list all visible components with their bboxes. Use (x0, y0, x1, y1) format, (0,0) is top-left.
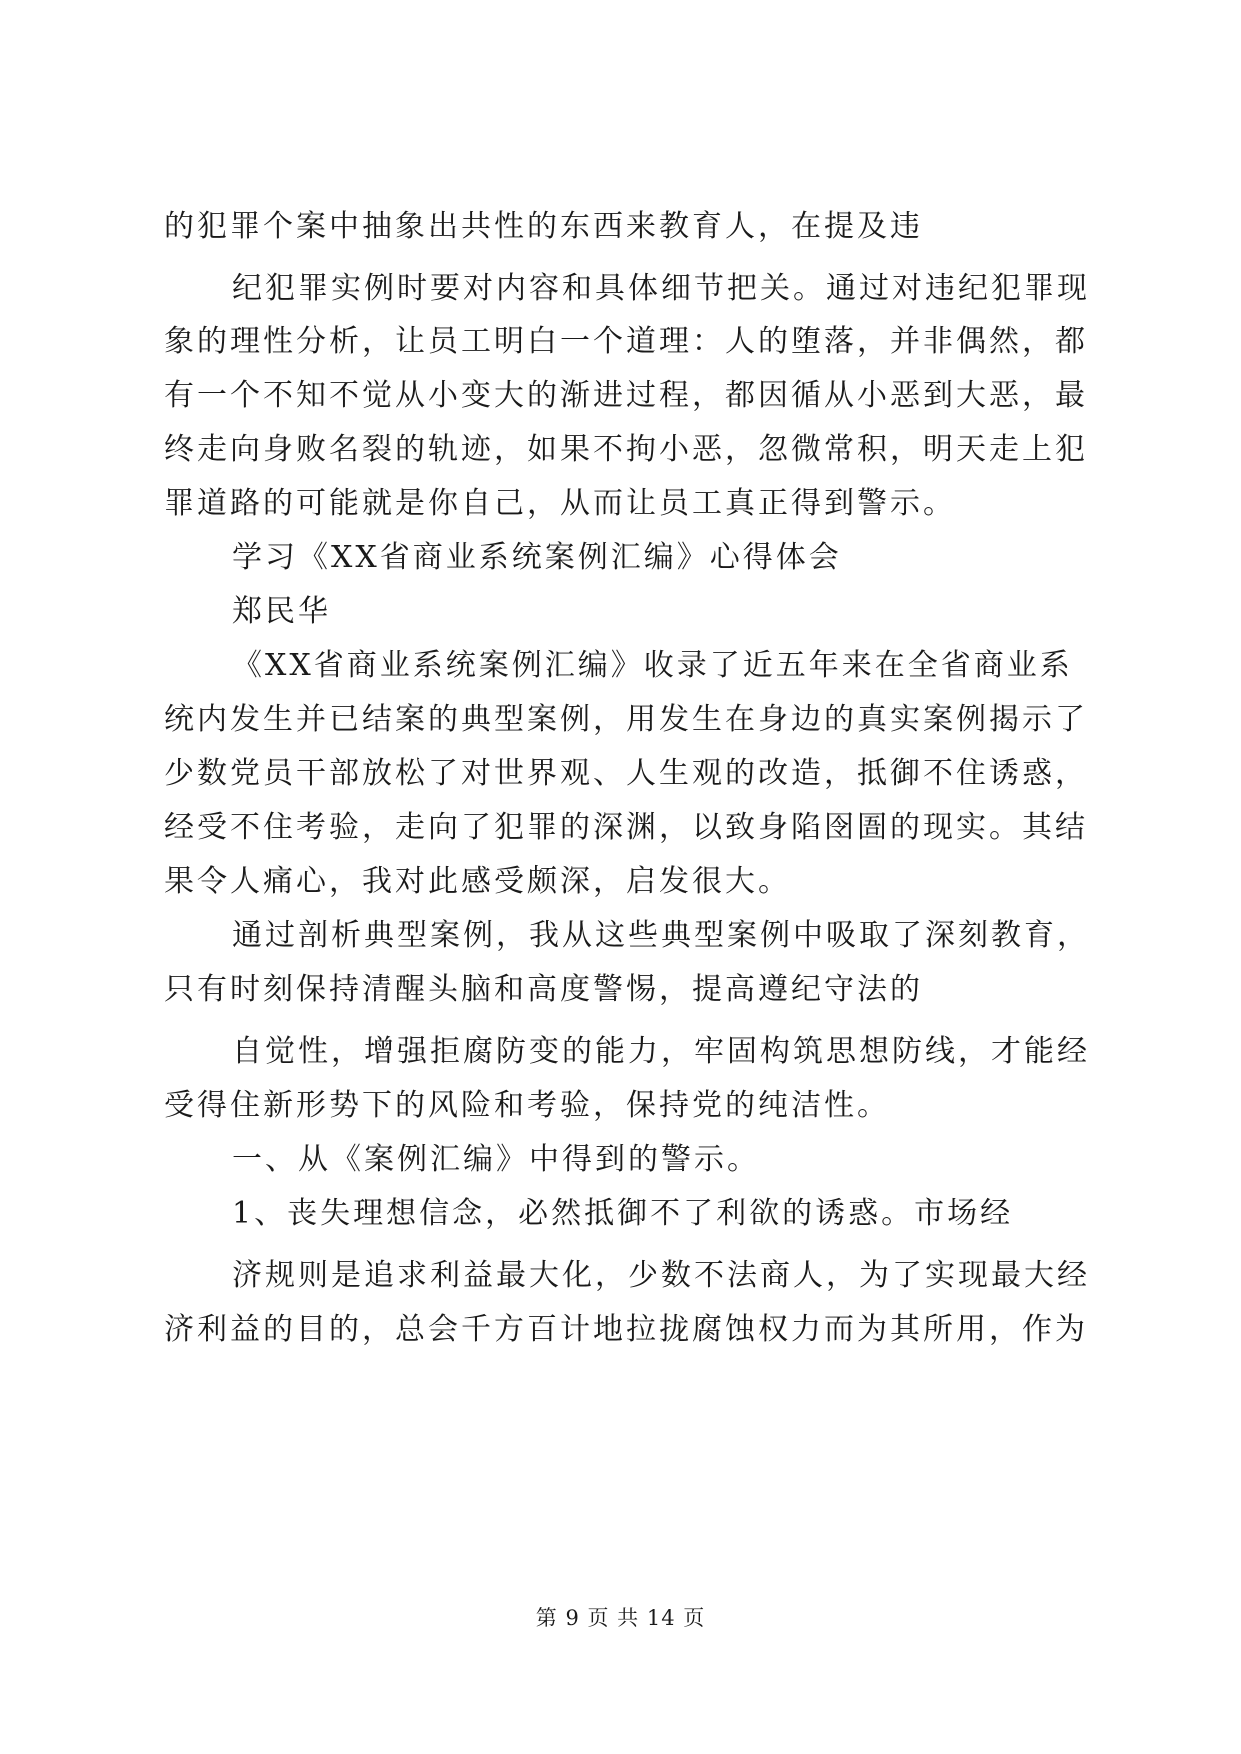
subsection-heading: 1、丧失理想信念，必然抵御不了利欲的诱惑。市场经 (232, 1196, 1014, 1231)
body-text-line: 《XX省商业系统案例汇编》收录了近五年来在全省商业系 (232, 648, 1073, 683)
body-text-line: 济利益的目的，总会千方百计地拉拢腐蚀权力而为其所用，作为 (164, 1312, 1088, 1347)
body-text-line: 果令人痛心，我对此感受颇深，启发很大。 (164, 864, 791, 899)
body-text-line: 有一个不知不觉从小变大的渐进过程，都因循从小恶到大恶，最 (164, 378, 1088, 413)
body-text-line: 受得住新形势下的风险和考验，保持党的纯洁性。 (164, 1088, 890, 1123)
body-text-line: 经受不住考验，走向了犯罪的深渊，以致身陷囹圄的现实。其结 (164, 810, 1088, 845)
body-text-line: 罪道路的可能就是你自己，从而让员工真正得到警示。 (164, 486, 956, 521)
body-text-line: 通过剖析典型案例，我从这些典型案例中吸取了深刻教育， (232, 918, 1090, 953)
section-title: 学习《XX省商业系统案例汇编》心得体会 (232, 540, 842, 575)
body-text-line: 统内发生并已结案的典型案例，用发生在身边的真实案例揭示了 (164, 702, 1088, 737)
body-text-line: 终走向身败名裂的轨迹，如果不拘小恶，忽微常积，明天走上犯 (164, 432, 1088, 467)
body-text-line: 少数党员干部放松了对世界观、人生观的改造，抵御不住诱惑， (164, 756, 1088, 791)
body-text-line: 象的理性分析，让员工明白一个道理：人的堕落，并非偶然，都 (164, 324, 1088, 359)
body-text-line: 自觉性，增强拒腐防变的能力，牢固构筑思想防线，才能经 (232, 1034, 1090, 1069)
page-footer: 第 9 页 共 14 页 (535, 1606, 706, 1630)
body-text-line: 的犯罪个案中抽象出共性的东西来教育人，在提及违 (164, 209, 923, 244)
body-text-line: 纪犯罪实例时要对内容和具体细节把关。通过对违纪犯罪现 (232, 271, 1090, 306)
body-text-line: 济规则是追求利益最大化，少数不法商人，为了实现最大经 (232, 1258, 1090, 1293)
body-text-line: 只有时刻保持清醒头脑和高度警惕，提高遵纪守法的 (164, 972, 923, 1007)
author-name: 郑民华 (232, 594, 331, 629)
section-heading: 一、从《案例汇编》中得到的警示。 (232, 1142, 760, 1177)
